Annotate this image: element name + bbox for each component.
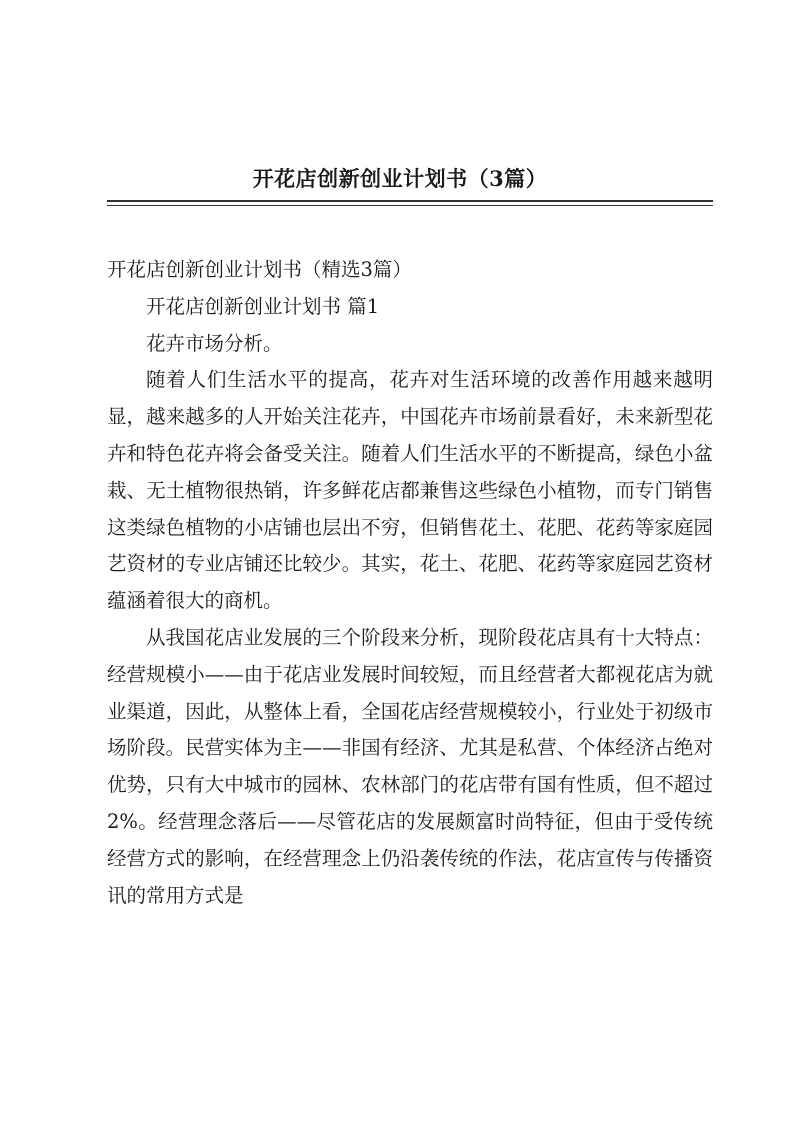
document-body (107, 252, 713, 914)
title-rule-thick (107, 200, 713, 202)
body-paragraph: 从我国花店业发展的三个阶段来分析，现阶段花店具有十大特点：经营规模小——由于花店业发展时间较短，而且经营者大都视花店为就业渠道，因此，从整体上看，全国花店经营规模较小，行业处于初级市场阶段。民营实体为主——非国有经济、尤其是私营、个体经济占绝对优势，只有大中城市的园林、农林部门的花店带有国有性质，但不超过2%。经营理念落后——尽管花店的发展颇富时尚特征，但由于受传统经营方式的影响，在经营理念上仍沿袭传统的作法，花店宣传与传播资讯的常用方式是 (107, 625, 713, 907)
subtitle-paragraph: 开花店创新创业计划书（精选3篇） (107, 258, 412, 281)
title-rule-thin (107, 205, 713, 206)
section-heading: 开花店创新创业计划书 篇1 (146, 294, 380, 318)
document-title: 开花店创新创业计划书（3篇） (252, 166, 548, 191)
body-paragraph: 随着人们生活水平的提高，花卉对生活环境的改善作用越来越明显，越来越多的人开始关注花卉，中国花卉市场前景看好，未来新型花卉和特色花卉将会备受关注。随着人们生活水平的不断提高，绿色小盆栽、无土植物很热销，许多鲜花店都兼售这些绿色小植物，而专门销售这类绿色植物的小店铺也层出不穷，但销售花土、花肥、花药等家庭园艺资材的专业店铺还比较少。其实，花土、花肥、花药等家庭园艺资材蕴涵着很大的商机。 (107, 368, 713, 613)
body-paragraph: 花卉市场分析。 (146, 331, 283, 355)
